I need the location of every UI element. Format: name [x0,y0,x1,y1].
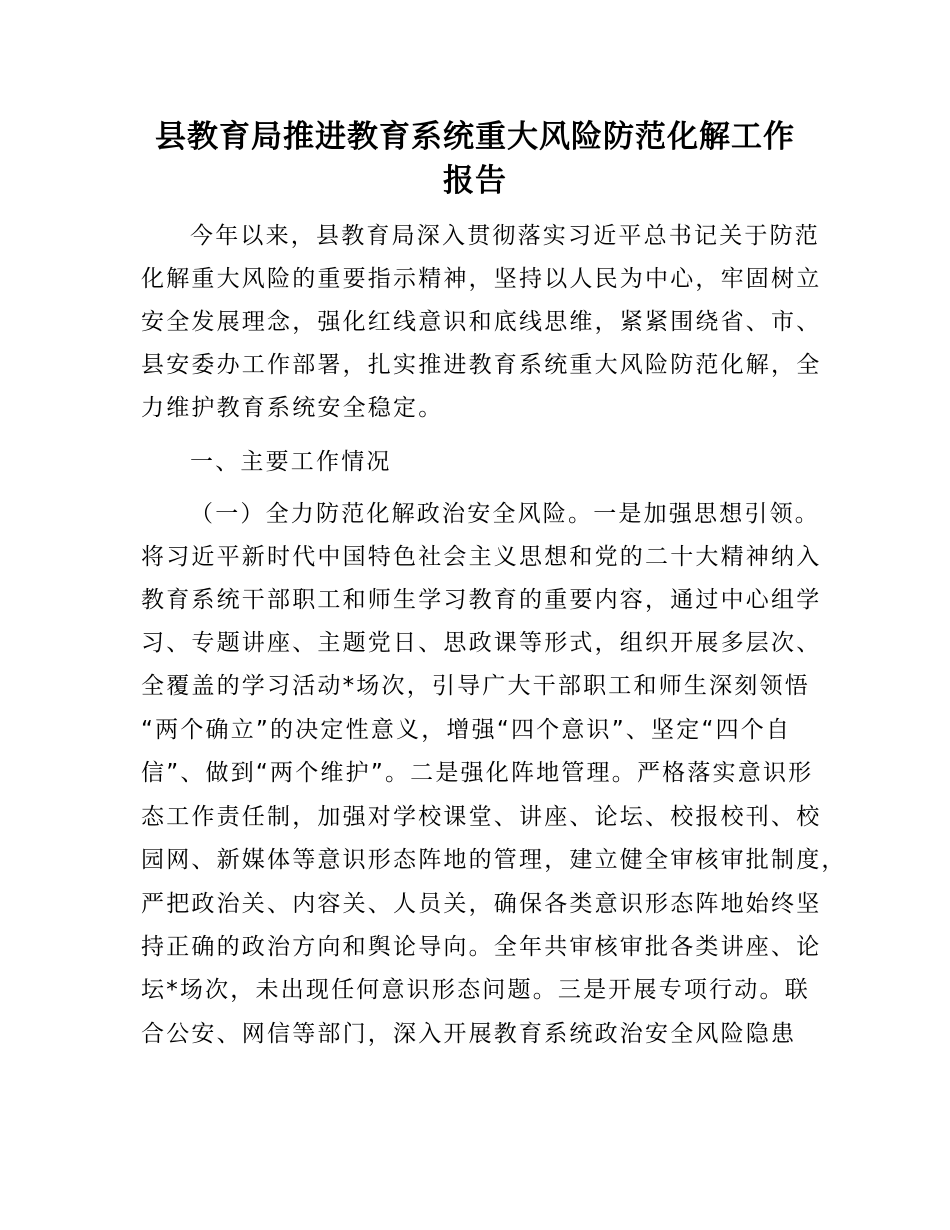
section-paragraph-line: 坛*场次，未出现任何意识形态问题。三是开展专项行动。联 [141,977,810,1003]
section-paragraph-line: 信”、做到“两个维护”。二是强化阵地管理。严格落实意识形 [141,760,814,786]
section-paragraph-line: 园网、新媒体等意识形态阵地的管理，建立健全审核审批制度， [141,847,847,873]
document-title-line-2: 报告 [443,163,507,199]
section-paragraph-line: 持正确的政治方向和舆论导向。全年共审核审批各类讲座、论 [141,934,822,960]
section-paragraph-line: 态工作责任制，加强对学校课堂、讲座、论坛、校报校刊、校 [141,804,822,830]
section-paragraph-line: 习、专题讲座、主题党日、思政课等形式，组织开展多层次、 [141,630,822,656]
intro-paragraph-line: 安全发展理念，强化红线意识和底线思维，紧紧围绕省、市、 [141,309,822,335]
intro-paragraph-line: 今年以来，县教育局深入贯彻落实习近平总书记关于防范 [190,223,820,249]
intro-paragraph-line: 力维护教育系统安全稳定。 [141,395,444,421]
section-paragraph-line: 将习近平新时代中国特色社会主义思想和党的二十大精神纳入 [141,544,822,570]
section-paragraph-line: 全覆盖的学习活动*场次，引导广大干部职工和师生深刻领悟 [141,673,810,699]
intro-paragraph-line: 化解重大风险的重要指示精神，坚持以人民为中心，牢固树立 [141,266,822,292]
section-paragraph-line: 合公安、网信等部门，深入开展教育系统政治安全风险隐患 [141,1021,797,1047]
intro-paragraph-line: 县安委办工作部署，扎实推进教育系统重大风险防范化解，全 [141,352,822,378]
document-title-line-1: 县教育局推进教育系统重大风险防范化解工作 [155,119,795,155]
section-paragraph-line: “两个确立”的决定性意义，增强“四个意识”、坚定“四个自 [141,717,792,743]
section-paragraph-line: 教育系统干部职工和师生学习教育的重要内容，通过中心组学 [141,587,822,613]
section-heading: 一、主要工作情况 [190,449,392,475]
section-paragraph-line: （一）全力防范化解政治安全风险。一是加强思想引领。 [190,501,820,527]
section-paragraph-line: 严把政治关、内容关、人员关，确保各类意识形态阵地始终坚 [141,891,822,917]
